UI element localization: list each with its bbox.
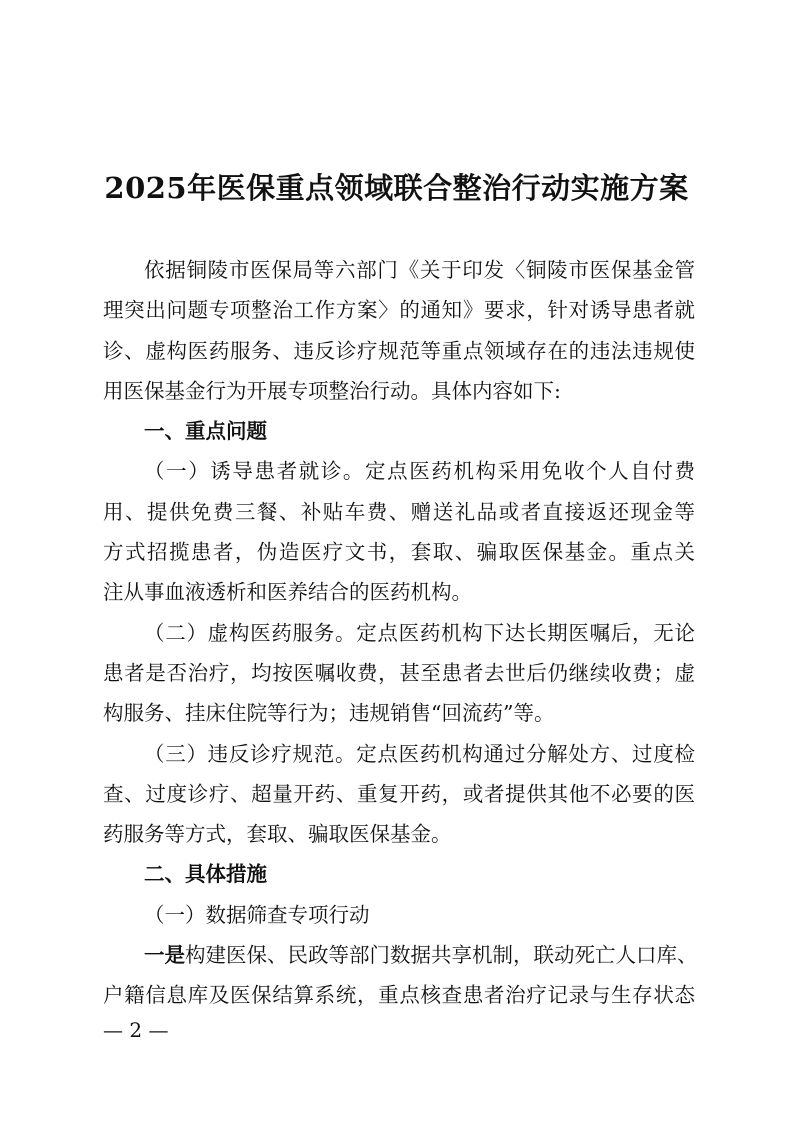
lead-term: 一是 — [144, 943, 185, 968]
paragraph-line — [103, 935, 698, 975]
intro-line: 依据铜陵市医保局等六部门《关于印发〈铜陵市医保基金管 — [144, 258, 695, 282]
document-title: 2025年医保重点领域联合整治行动实施方案 — [104, 171, 689, 205]
paragraph-line: 查、过度诊疗、超量开药、重复开药，或者提供其他不必要的医 — [103, 781, 695, 806]
intro-line: 用医保基金行为开展专项整治行动。具体内容如下: — [103, 378, 561, 403]
paragraph-line: （三）违反诊疗规范。定点医药机构通过分解处方、过度检 — [144, 741, 695, 766]
paragraph-line: 户籍信息库及医保结算系统，重点核查患者治疗记录与生存状态 — [103, 983, 695, 1008]
paragraph-line: 构服务、挂床住院等行为；违规销售“回流药”等。 — [103, 701, 555, 726]
paragraph-line: 患者是否治疗，均按医嘱收费，甚至患者去世后仍继续收费；虚 — [103, 660, 695, 685]
paragraph-line: 用、提供免费三餐、补贴车费、赠送礼品或者直接返还现金等 — [103, 499, 695, 524]
section-heading-measures: 二、具体措施 — [144, 862, 267, 887]
line-text: 构建医保、民政等部门数据共享机制，联动死亡人口库、 — [185, 943, 698, 968]
subsection-heading: （一）数据筛查专项行动 — [144, 902, 370, 927]
document-body — [103, 250, 698, 1016]
paragraph-line: 方式招揽患者，伪造医疗文书，套取、骗取医保基金。重点关 — [103, 540, 695, 565]
page-number: — 2 — — [103, 1018, 169, 1042]
paragraph-line: （二）虚构医药服务。定点医药机构下达长期医嘱后，无论 — [144, 620, 695, 645]
section-heading-key-issues: 一、重点问题 — [144, 419, 267, 444]
paragraph-line: （一）诱导患者就诊。定点医药机构采用免收个人自付费 — [144, 459, 695, 484]
paragraph-line: 注从事血液透析和医养结合的医药机构。 — [103, 580, 472, 605]
paragraph-line: 药服务等方式，套取、骗取医保基金。 — [103, 822, 452, 847]
intro-line: 理突出问题专项整治工作方案〉的通知》要求，针对诱导患者就 — [103, 298, 695, 323]
intro-line: 诊、虚构医药服务、违反诊疗规范等重点领域存在的违法违规使 — [103, 338, 695, 363]
